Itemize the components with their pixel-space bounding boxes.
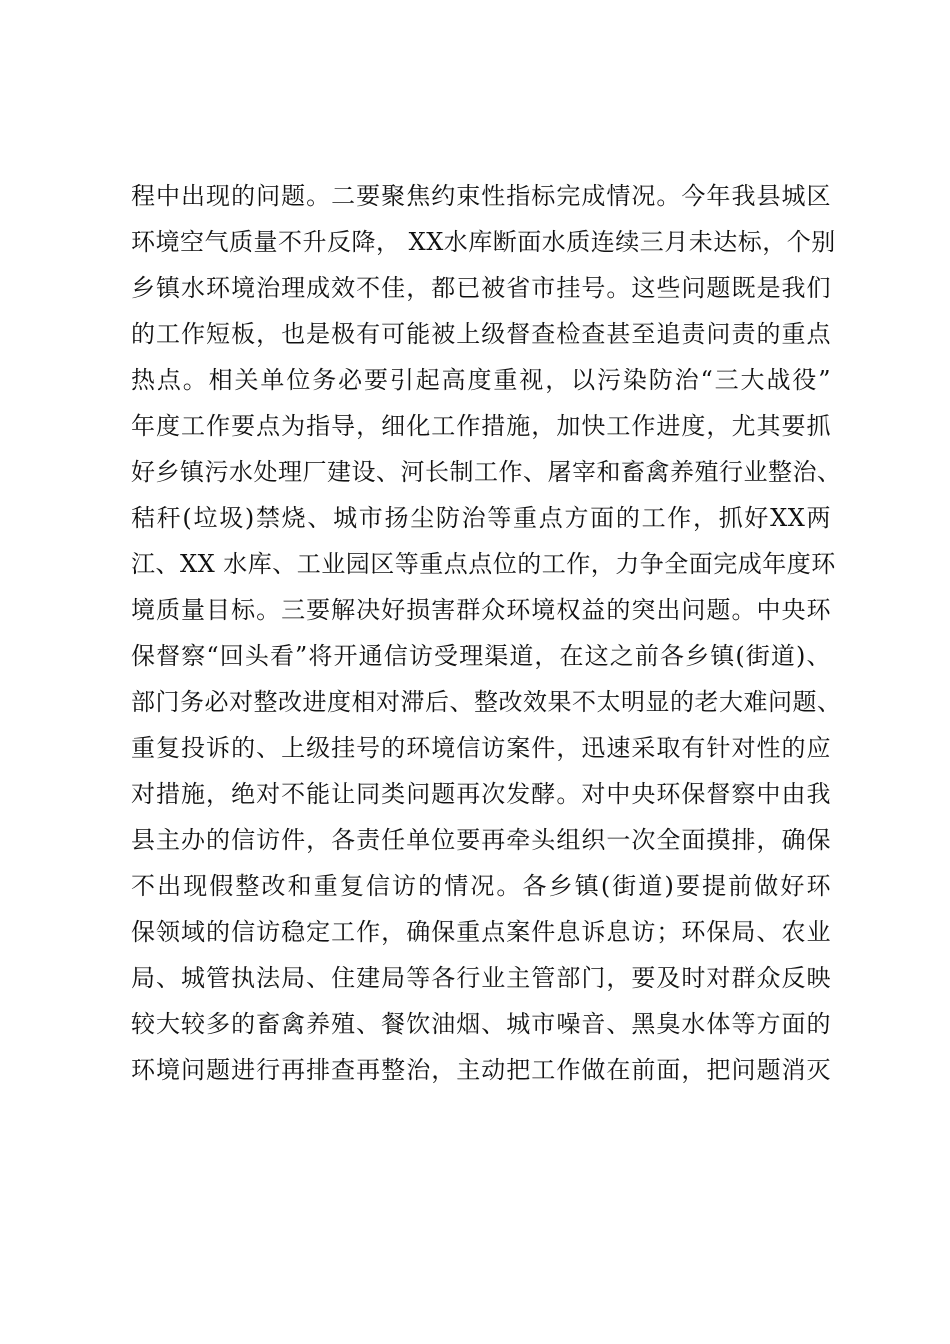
text-line: 境质量目标。三要解决好损害群众环境权益的突出问题。中央环: [131, 596, 831, 624]
text-line: 程中出现的问题。二要聚焦约束性指标完成情况。今年我县城区: [131, 182, 831, 210]
text-line: 热点。相关单位务必要引起高度重视，以污染防治“三大战役”: [131, 366, 831, 394]
text-line: 县主办的信访件，各责任单位要再牵头组织一次全面摸排，确保: [131, 826, 831, 854]
text-line: 保领域的信访稳定工作，确保重点案件息诉息访；环保局、农业: [131, 918, 831, 946]
text-line: 秸秆(垃圾)禁烧、城市扬尘防治等重点方面的工作，抓好XX两: [131, 504, 831, 532]
text-line: 保督察“回头看”将开通信访受理渠道，在这之前各乡镇(街道)、: [131, 642, 831, 670]
text-line: 环境空气质量不升反降， XX水库断面水质连续三月未达标，个别: [131, 228, 836, 256]
text-line: 重复投诉的、上级挂号的环境信访案件，迅速采取有针对性的应: [131, 734, 831, 762]
text-line: 年度工作要点为指导，细化工作措施，加快工作进度，尤其要抓: [131, 412, 831, 440]
text-line: 不出现假整改和重复信访的情况。各乡镇(街道)要提前做好环: [131, 872, 831, 900]
text-line: 乡镇水环境治理成效不佳，都已被省市挂号。这些问题既是我们: [131, 274, 831, 302]
text-line: 部门务必对整改进度相对滞后、整改效果不太明显的老大难问题、: [131, 688, 842, 716]
text-line: 的工作短板，也是极有可能被上级督查检查甚至追责问责的重点: [131, 320, 831, 348]
text-line: 江、XX 水库、工业园区等重点点位的工作，力争全面完成年度环: [131, 550, 836, 578]
text-line: 好乡镇污水处理厂建设、河长制工作、屠宰和畜禽养殖行业整治、: [131, 458, 842, 486]
body-paragraph: [131, 173, 842, 1093]
text-line: 环境问题进行再排查再整治，主动把工作做在前面，把问题消灭: [131, 1056, 831, 1084]
text-line: 局、城管执法局、住建局等各行业主管部门，要及时对群众反映: [131, 964, 831, 992]
text-line: 对措施，绝对不能让同类问题再次发酵。对中央环保督察中由我: [131, 780, 831, 808]
text-line: 较大较多的畜禽养殖、餐饮油烟、城市噪音、黑臭水体等方面的: [131, 1010, 831, 1038]
